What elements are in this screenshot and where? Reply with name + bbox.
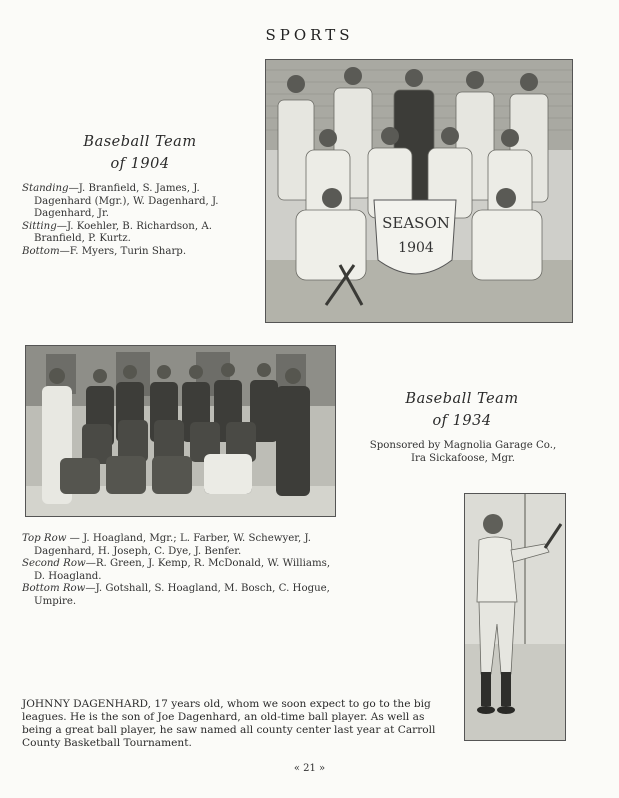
top-row-label: Top Row xyxy=(22,533,67,544)
bottom-row-label: Bottom Row xyxy=(22,583,86,594)
banner-year-text: 1904 xyxy=(398,240,434,256)
top-row-line xyxy=(22,533,340,558)
team-1934-sponsor xyxy=(352,440,574,465)
bottom-line xyxy=(22,246,254,259)
sponsor-line1: Sponsored by Magnolia Garage Co., xyxy=(369,440,557,451)
johnny-dagenhard-photo xyxy=(464,493,566,741)
page-number: « 21 » xyxy=(293,763,326,774)
johnny-paragraph: JOHNNY DAGENHARD, 17 years old, whom we soon expect to go to the big leagues. He is the son of Joe Dagenhard, an old-time ball player. As well as being a great ball player, he saw named all county center last year at Carroll County Basketball Tournament. xyxy=(22,698,436,749)
team-1904-title xyxy=(40,131,240,175)
second-row-line xyxy=(22,558,340,583)
standing-label: Standing xyxy=(22,183,69,194)
top-row-names: — J. Hoagland, Mgr.; L. Farber, W. Schewyer, J. Dagenhard, H. Joseph, C. Dye, J. Benfer. xyxy=(34,533,312,557)
team-1934-title-line2: of 1934 xyxy=(432,413,492,429)
bottom-row-names: —J. Gotshall, S. Hoagland, M. Bosch, C. Hogue, Umpire. xyxy=(34,583,330,607)
team-1934-title-line1: Baseball Team xyxy=(405,391,519,407)
banner-season-text: SEASON xyxy=(382,214,450,232)
team-1904-caption xyxy=(22,183,254,258)
bottom-names: —F. Myers, Turin Sharp. xyxy=(59,245,187,257)
bottom-label: Bottom xyxy=(22,245,60,257)
second-row-names: —R. Green, J. Kemp, R. McDonald, W. Williams, D. Hoagland. xyxy=(34,558,331,582)
standing-line xyxy=(22,183,254,221)
standing-names: —J. Branfield, S. James, J. Dagenhard (Mgr.), W. Dagenhard, J. Dagenhard, Jr. xyxy=(34,183,219,219)
team-1934-caption xyxy=(22,533,340,608)
second-row-label: Second Row xyxy=(22,558,86,569)
team-1934-photo xyxy=(25,345,336,517)
page-heading: SPORTS xyxy=(265,26,354,44)
sponsor-line2: Ira Sickafoose, Mgr. xyxy=(410,452,516,464)
team-1904-title-line2: of 1904 xyxy=(110,156,170,172)
team-1934-title xyxy=(362,388,562,432)
sitting-label: Sitting xyxy=(22,220,57,232)
sitting-line xyxy=(22,221,254,246)
team-1904-photo xyxy=(265,59,573,323)
sitting-names: —J. Koehler, B. Richardson, A. Branfield, P. Kurtz. xyxy=(34,220,212,244)
team-1904-title-line1: Baseball Team xyxy=(83,134,197,150)
bottom-row-line xyxy=(22,583,340,608)
